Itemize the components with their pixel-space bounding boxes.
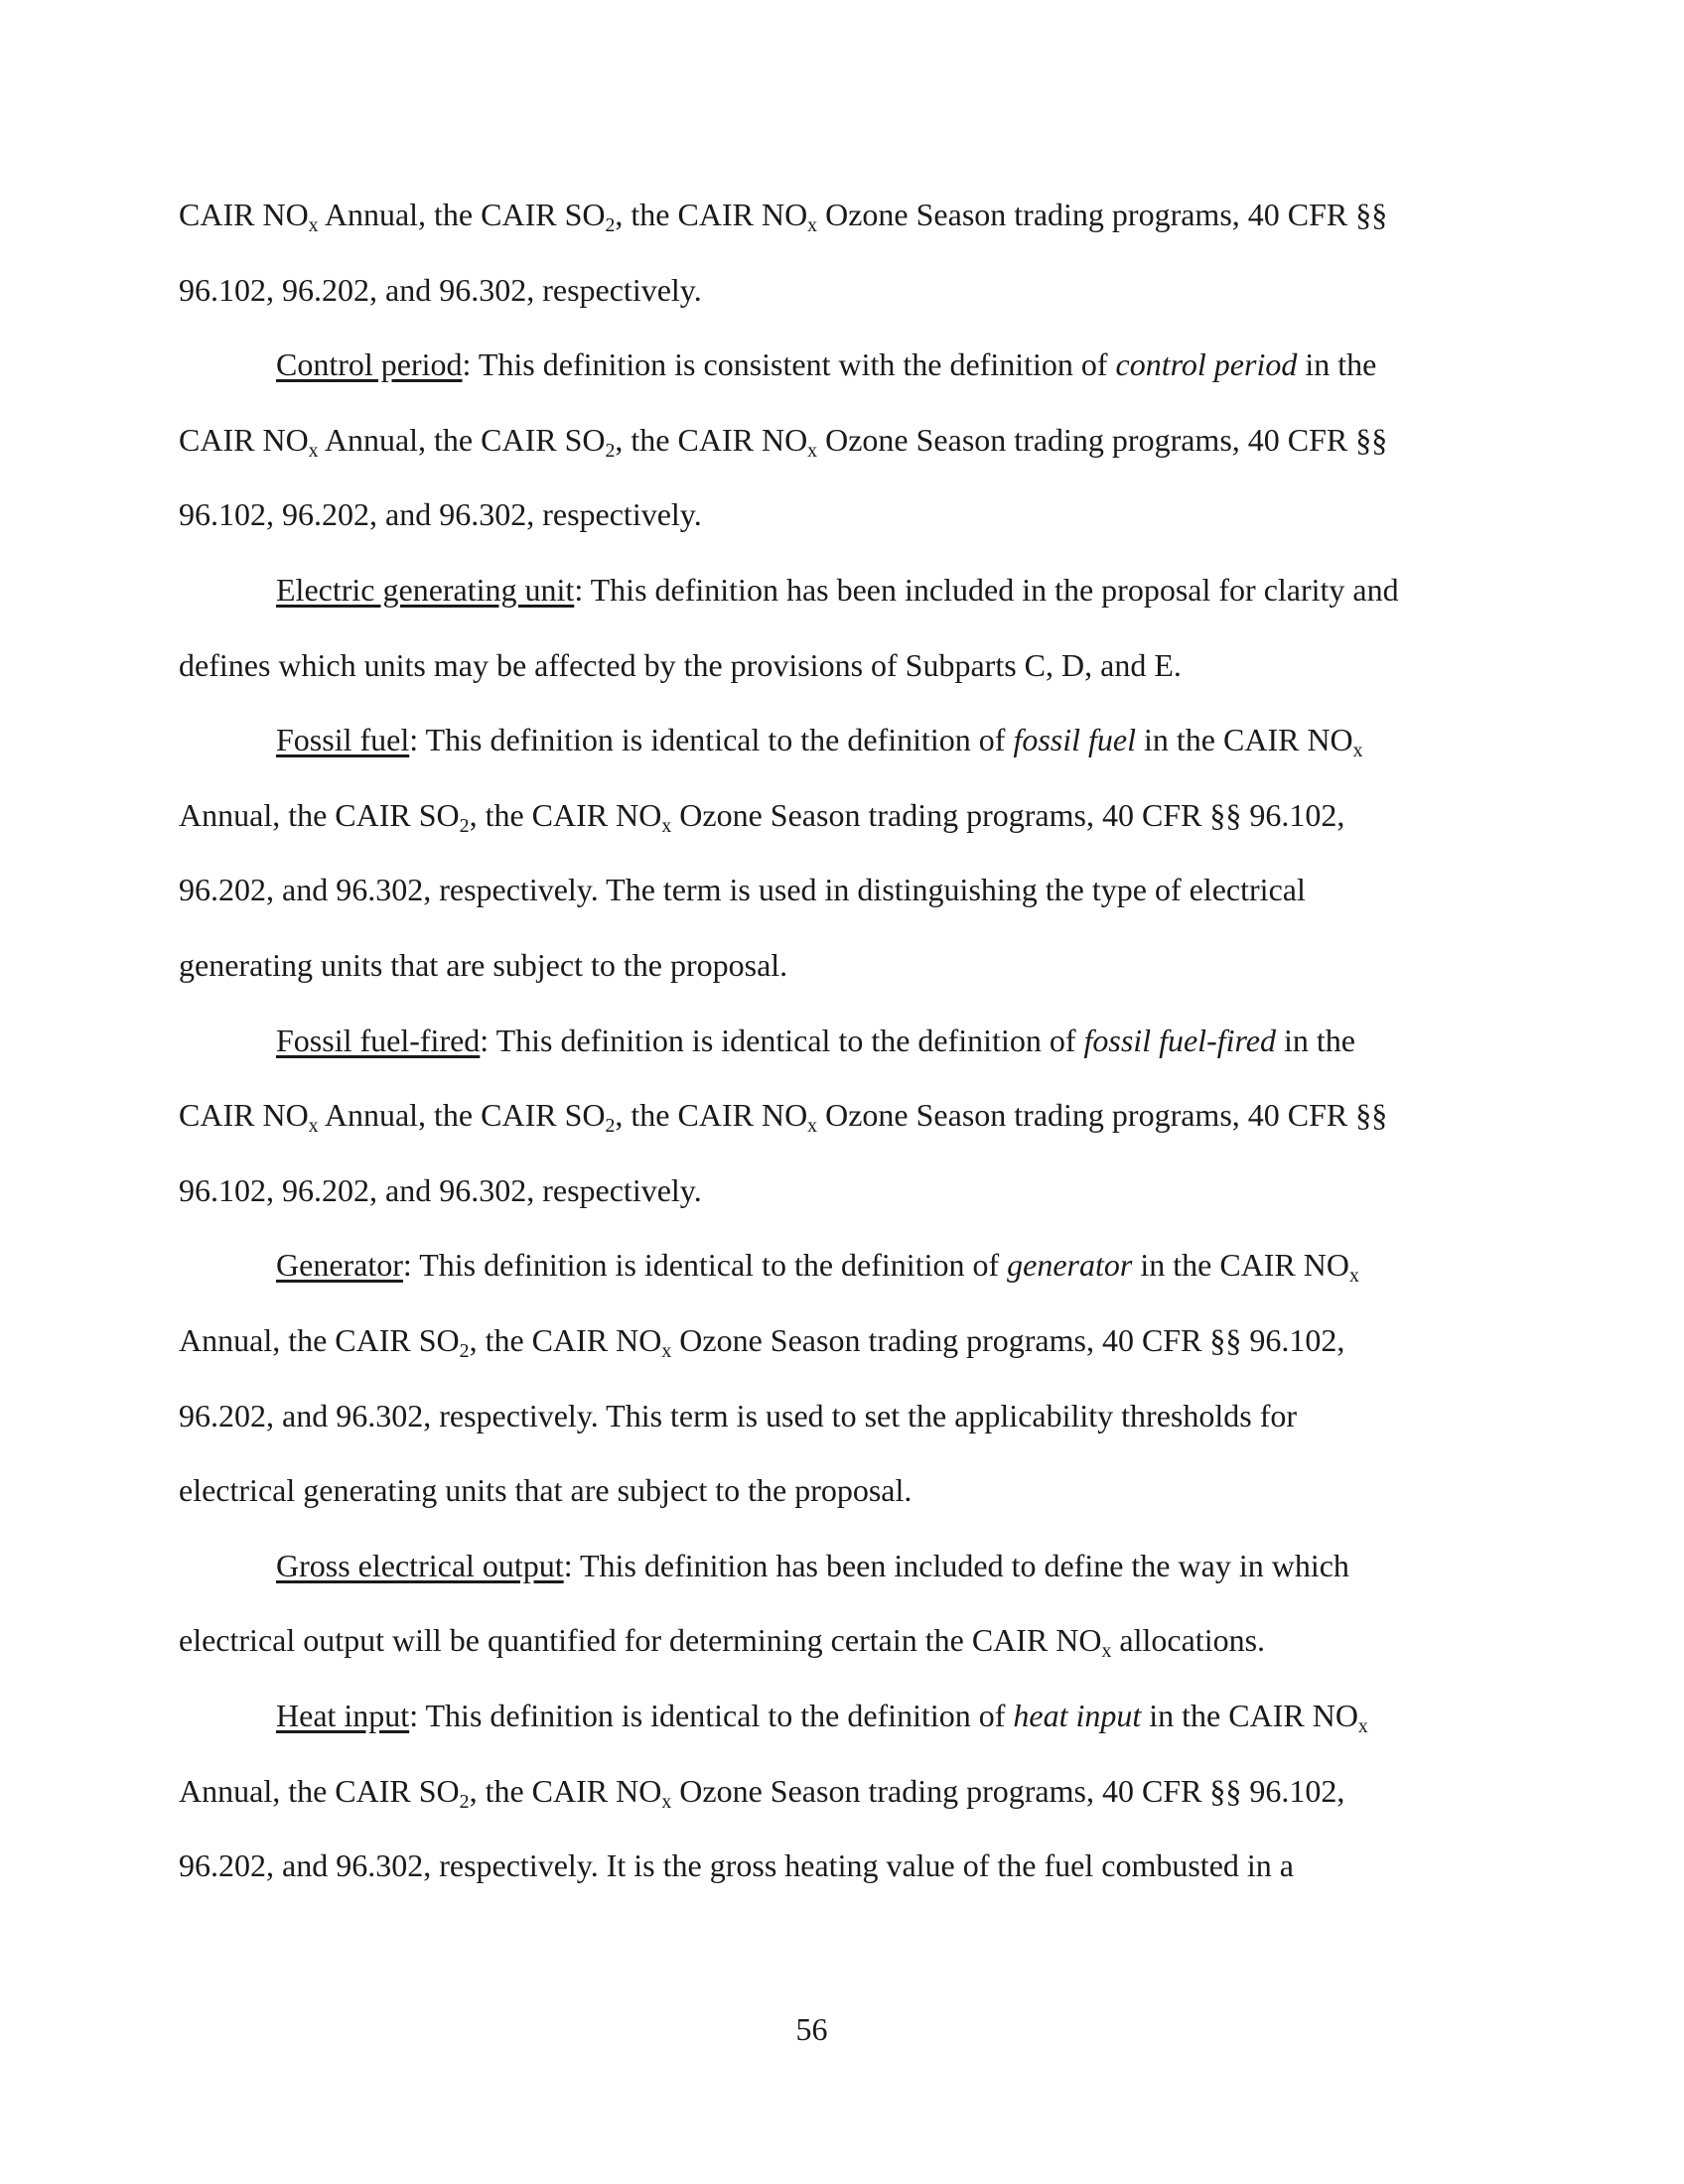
subscript: 2 [605, 439, 616, 462]
subscript: x [1357, 1714, 1368, 1737]
text-line [179, 270, 702, 310]
italic-term: control period [1115, 346, 1298, 383]
defined-term: Fossil fuel [276, 722, 410, 758]
text-run: 96.102, 96.202, and 96.302, respectively. [179, 1171, 702, 1208]
subscript: x [661, 1339, 672, 1362]
text-run: 96.202, and 96.302, respectively. This term is used to set the applicability thresholds for [179, 1397, 1298, 1433]
defined-term: Gross electrical output [276, 1547, 564, 1583]
text-line [276, 1021, 1355, 1060]
text-run: CAIR NO [179, 1097, 309, 1134]
text-line [179, 1095, 1388, 1138]
text-line [276, 1546, 1349, 1585]
text-run: CAIR NO [179, 421, 309, 458]
text-run: , the CAIR NO [615, 197, 808, 232]
text-run: electrical output will be quantified for determining certain the CAIR NO [179, 1622, 1102, 1659]
italic-term: heat input [1013, 1698, 1142, 1733]
text-run: in the CAIR NO [1136, 722, 1353, 758]
page-number: 56 [795, 2011, 828, 2047]
text-run: Annual, the CAIR SO [179, 1772, 460, 1809]
text-line [179, 1396, 1297, 1435]
subscript: x [308, 213, 319, 236]
subscript: 2 [605, 1115, 616, 1138]
text-run: Ozone Season trading programs, 40 CFR §§ [817, 1097, 1388, 1134]
subscript: x [308, 1115, 319, 1138]
subscript: x [1101, 1640, 1112, 1663]
subscript: x [807, 1115, 818, 1138]
text-line [179, 1771, 1344, 1811]
text-run: Ozone Season trading programs, 40 CFR §§ 96.102, [671, 1772, 1345, 1809]
text-run: 96.202, and 96.302, respectively. It is the gross heating value of the fuel combusted in a [179, 1847, 1294, 1884]
text-run: 96.102, 96.202, and 96.302, respectively. [179, 271, 702, 308]
text-run: Annual, the CAIR SO [318, 197, 606, 232]
text-run: Annual, the CAIR SO [318, 421, 606, 458]
text-run: defines which units may be affected by the provisions of Subparts C, D, and E. [179, 646, 1182, 683]
text-run: , the CAIR NO [469, 1322, 662, 1358]
text-run: : This definition has been included to define the way in which [563, 1547, 1349, 1583]
text-run: in the [1275, 1022, 1355, 1058]
text-line [179, 1620, 1266, 1663]
text-run: Ozone Season trading programs, 40 CFR §§ 96.102, [671, 796, 1345, 833]
defined-term: Electric generating unit [276, 572, 575, 608]
italic-term: generator [1007, 1247, 1133, 1284]
subscript: x [661, 1790, 672, 1813]
text-line [179, 1320, 1344, 1360]
text-line [179, 195, 1387, 234]
text-run: , the CAIR NO [615, 1097, 808, 1134]
text-run: Annual, the CAIR SO [179, 796, 460, 833]
text-line [179, 645, 1182, 685]
text-run: in the CAIR NO [1141, 1698, 1358, 1733]
text-run: 96.202, and 96.302, respectively. The term is used in distinguishing the type of electrical [179, 872, 1306, 908]
subscript: x [807, 439, 818, 462]
text-run: : This definition is identical to the definition of [409, 722, 1014, 758]
subscript: x [1352, 740, 1363, 762]
text-run: Ozone Season trading programs, 40 CFR §§ [817, 197, 1388, 232]
subscript: 2 [459, 814, 470, 837]
text-line [179, 870, 1306, 909]
text-run: , the CAIR NO [469, 1772, 662, 1809]
text-run: : This definition is consistent with the definition of [462, 346, 1116, 383]
text-line [276, 720, 1363, 762]
text-line [276, 344, 1376, 384]
text-run: Annual, the CAIR SO [318, 1097, 606, 1134]
text-run: Ozone Season trading programs, 40 CFR §§ 96.102, [671, 1322, 1345, 1358]
defined-term: Heat input [276, 1698, 410, 1733]
text-run: 96.102, 96.202, and 96.302, respectively. [179, 496, 702, 533]
text-line [276, 570, 1399, 610]
text-line [276, 1245, 1359, 1288]
text-run: : This definition has been included in the proposal for clarity and [574, 572, 1399, 608]
text-run: in the CAIR NO [1132, 1247, 1349, 1284]
text-line [179, 420, 1387, 460]
text-run: Annual, the CAIR SO [179, 1322, 460, 1358]
text-line [179, 1470, 912, 1510]
text-run: Ozone Season trading programs, 40 CFR §§ [817, 421, 1388, 458]
text-line [179, 494, 702, 534]
subscript: 2 [459, 1339, 470, 1362]
text-run: : This definition is identical to the definition of [402, 1247, 1008, 1284]
text-line [179, 1170, 702, 1210]
text-line [276, 1696, 1368, 1735]
text-run: : This definition is identical to the definition of [480, 1022, 1084, 1058]
subscript: x [1348, 1265, 1359, 1288]
italic-term: fossil fuel [1013, 722, 1136, 758]
subscript: x [807, 213, 818, 236]
subscript: x [661, 814, 672, 837]
text-run: , the CAIR NO [469, 796, 662, 833]
text-line [179, 945, 787, 985]
defined-term: Fossil fuel-fired [276, 1022, 481, 1058]
text-run: electrical generating units that are subject to the proposal. [179, 1472, 912, 1509]
text-line [179, 795, 1344, 835]
subscript: 2 [459, 1790, 470, 1813]
text-run: allocations. [1111, 1622, 1266, 1659]
subscript: 2 [605, 213, 616, 236]
text-line [179, 1845, 1294, 1885]
text-run: in the [1297, 346, 1377, 383]
text-run: : This definition is identical to the definition of [409, 1698, 1014, 1733]
text-run: generating units that are subject to the proposal. [179, 947, 788, 983]
italic-term: fossil fuel-fired [1083, 1022, 1276, 1058]
defined-term: Control period [276, 346, 463, 383]
defined-term: Generator [276, 1247, 403, 1284]
text-run: , the CAIR NO [615, 421, 808, 458]
subscript: x [308, 439, 319, 462]
text-run: CAIR NO [179, 197, 309, 232]
